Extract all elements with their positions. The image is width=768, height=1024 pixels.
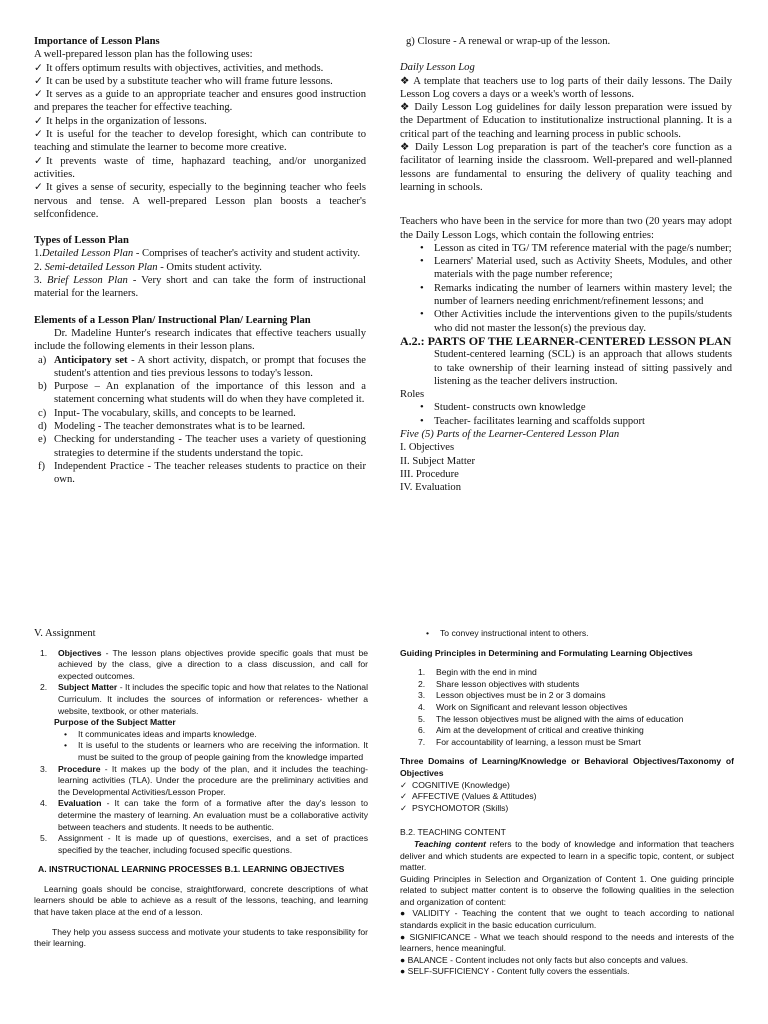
- checkmark-icon: ✓: [34, 115, 43, 127]
- daily-lesson-log-title: Daily Lesson Log: [400, 62, 475, 74]
- assignment-heading: V. Assignment: [34, 628, 96, 639]
- element-item: d) Modeling - The teacher demonstrates what is to be learned.: [38, 421, 306, 433]
- top-right-column: [400, 35, 732, 495]
- domains-title: Three Domains of Learning/Knowledge or Behavioral Objectives/Taxonomy of Objectives: [400, 756, 734, 778]
- types-list: [34, 247, 366, 300]
- importance-item: ✓ It is useful for the teacher to develop foresight, which can contribute to teaching and stimulate the learner to become more creative.: [34, 129, 366, 154]
- importance-item: ✓ It gives a sense of security, especially to the beginning teacher who feels nervous and tense. A well-prepared Lesson plan boosts a teacher's selfconfidence.: [34, 182, 366, 220]
- principle-item: 6. Aim at the development of critical and creative thinking: [418, 725, 644, 736]
- convey-list: [400, 628, 734, 640]
- roles-list: [400, 401, 732, 428]
- importance-title: Importance of Lesson Plans: [34, 36, 160, 47]
- type-item: 2. Semi-detailed Lesson Plan - Omits student activity.: [34, 261, 262, 273]
- component-item: 3. Procedure - It makes up the body of the plan, and it includes the teaching-learning activities (TLA). Under the procedure are the preliminary activities and the Developmental Activities/Lesson Proper.: [40, 763, 368, 797]
- purpose-item: • It is useful to the students or learners who are receiving the information. It must be suited to the group of people gaining from the knowledge imparted: [54, 740, 368, 763]
- section-a-heading: A. INSTRUCTIONAL LEARNING PROCESSES B.1. LEARNING OBJECTIVES: [38, 864, 345, 875]
- principle-item: 7. For accountability of learning, a lesson must be Smart: [418, 736, 641, 747]
- elements-intro: Dr. Madeline Hunter's research indicates that effective teachers usually include the following elements in their lesson plans.: [34, 327, 366, 353]
- importance-item: ✓ It can be used by a substitute teacher who will frame future lessons.: [34, 75, 333, 87]
- elements-list: [34, 354, 366, 487]
- part-item: II. Subject Matter: [400, 455, 476, 467]
- component-item: 1. Objectives - The lesson plans objectives provide specific goals that must be achieved by the class, give a direction to a class discussion, and call for expected outcomes.: [40, 647, 368, 681]
- entry-item: • Remarks indicating the number of learners within mastery level; the number of learners needing enrichment/refinement lessons; and: [410, 282, 732, 309]
- importance-item: ✓ It helps in the organization of lessons.: [34, 115, 207, 127]
- dll-item: ❖ Daily Lesson Log preparation is part of the teacher's core function as a facilitator of learning inside the classroom. Well-prepared and well-planned lessons are fundamental to ensuring the delivery of quality teaching and learning in schools.: [400, 142, 732, 193]
- element-item: e) Checking for understanding - The teacher uses a variety of questioning strategies to determine if the students understand the topic.: [38, 434, 366, 459]
- bottom-left-column: [34, 628, 368, 950]
- diamond-bullet-icon: ❖: [400, 102, 415, 114]
- top-left-column: [34, 35, 366, 487]
- quality-item: ● VALIDITY - Teaching the content that we ought to teach according to national standards explicit in the basic education curriculum.: [400, 908, 734, 931]
- teachers-paragraph: Teachers who have been in the service for more than two (20 years may adopt the Daily Lesson Logs, which contain the following entries:: [400, 216, 732, 241]
- type-item: 1.Detailed Lesson Plan - Comprises of teacher's activity and student activity.: [34, 248, 361, 260]
- part-item: I. Objectives: [400, 442, 455, 454]
- dot-bullet-icon: ●: [400, 954, 408, 965]
- importance-item: ✓ It offers optimum results with objectives, activities, and methods.: [34, 62, 324, 74]
- help-paragraph: They help you assess success and motivate your students to take responsibility for their learning.: [34, 926, 368, 949]
- component-item: 2. Subject Matter - It includes the specific topic and how that relates to the National Curriculum. It includes the sources of information or references- whether a website, textbook, or other materials.: [40, 682, 368, 716]
- element-item: a) Anticipatory set - A short activity, dispatch, or prompt that focuses the student's attention and ties previous lessons to today's lesson.: [38, 354, 367, 379]
- entry-item: • Learners' Material used, such as Activity Sheets, Modules, and other materials with the page number reference;: [410, 255, 732, 282]
- purpose-list: [34, 729, 368, 764]
- dot-bullet-icon: ●: [400, 931, 410, 942]
- element-item: c) Input- The vocabulary, skills, and concepts to be learned.: [38, 407, 296, 419]
- dot-bullet-icon: ●: [400, 908, 413, 919]
- principle-item: 3. Lesson objectives must be in 2 or 3 domains: [418, 690, 606, 701]
- checkmark-icon: ✓: [34, 182, 43, 194]
- guiding-principles-title: Guiding Principles in Determining and Formulating Learning Objectives: [400, 647, 693, 658]
- principle-item: 5. The lesson objectives must be aligned with the aims of education: [418, 713, 684, 724]
- type-item: 3. Brief Lesson Plan - Very short and can take the form of instructional material for the learners.: [34, 275, 366, 300]
- checkmark-icon: ✓: [34, 75, 43, 87]
- five-parts-title: Five (5) Parts of the Learner-Centered Lesson Plan: [400, 429, 620, 441]
- element-item: b) Purpose – An explanation of the importance of this lesson and a statement concerning what students will do when they have completed it.: [38, 381, 366, 406]
- bottom-right-column: [400, 628, 734, 978]
- diamond-bullet-icon: ❖: [400, 142, 416, 154]
- checkmark-icon: ✓: [34, 129, 43, 141]
- elements-title: Elements of a Lesson Plan/ Instructional Plan/ Learning Plan: [34, 314, 311, 326]
- a2-heading: A.2.: PARTS OF THE LEARNER-CENTERED LESSON PLAN: [400, 333, 732, 348]
- role-item: • Student- constructs own knowledge: [410, 401, 732, 414]
- checkmark-icon: ✓: [34, 155, 43, 167]
- goals-paragraph: Learning goals should be concise, straightforward, concrete descriptions of what learners should be able to achieve as a result of the lessons, teaching, and learning that have taken place at the end of a lesson.: [34, 883, 368, 918]
- quality-item: ● SELF-SUFFICIENCY - Content fully covers the essentials.: [400, 966, 630, 977]
- importance-item: ✓ It prevents waste of time, haphazard teaching, and/or unorganized activities.: [34, 155, 366, 180]
- domain-item: ✓ AFFECTIVE (Values & Attitudes): [400, 791, 537, 802]
- components-list: [34, 648, 368, 718]
- checkmark-icon: ✓: [34, 62, 43, 74]
- a2-paragraph: Student-centered learning (SCL) is an approach that allows students to take ownership of their learning instead of sitting passively and listening as the teacher delivers instruction.: [434, 349, 732, 387]
- checkmark-icon: ✓: [34, 89, 43, 101]
- element-item: f) Independent Practice - The teacher releases students to practice on their own.: [38, 460, 366, 486]
- dll-item: ❖ A template that teachers use to log parts of their daily lessons. The Daily Lesson Log covers a days or a week's worth of lessons.: [400, 75, 732, 100]
- convey-item: • To convey instructional intent to others.: [416, 628, 734, 640]
- guiding-content-paragraph: Guiding Principles in Selection and Organization of Content 1. One guiding principle related to subject matter content is to observe the following qualities in the selection and organization of content:: [400, 873, 734, 907]
- importance-list: [34, 62, 366, 222]
- entry-item: • Lesson as cited in TG/ TM reference material with the page/s number;: [410, 242, 732, 255]
- quality-item: ● BALANCE - Content includes not only facts but also concepts and values.: [400, 954, 689, 965]
- components-list-2: [34, 764, 368, 857]
- importance-intro: A well-prepared lesson plan has the following uses:: [34, 49, 253, 61]
- entries-list: [400, 242, 732, 335]
- dot-bullet-icon: ●: [400, 966, 408, 977]
- quality-item: ● SIGNIFICANCE - What we teach should respond to the needs and interests of the learners, hence meaningful.: [400, 931, 734, 954]
- b2-heading: B.2. TEACHING CONTENT: [400, 827, 506, 838]
- principle-item: 1. Begin with the end in mind: [418, 667, 537, 678]
- entry-item: • Other Activities include the interventions given to the pupils/students who did not master the lesson(s) the previous day.: [410, 308, 732, 335]
- part-item: III. Procedure: [400, 468, 459, 480]
- dll-item: ❖ Daily Lesson Log guidelines for daily lesson preparation were issued by the Department of Education to institutionalize instructional planning. It is a critical part of the teaching and learning process in public schools.: [400, 102, 732, 140]
- component-item: 4. Evaluation - It can take the form of a formative after the day's lesson to determine the mastery of learning. An evaluation must be a collaborative activity between teachers and students. It needs to be authentic.: [40, 798, 368, 832]
- checkmark-icon: ✓: [400, 791, 408, 802]
- checkmark-icon: ✓: [400, 779, 408, 790]
- types-title: Types of Lesson Plan: [34, 235, 129, 247]
- purpose-item: • It communicates ideas and imparts knowledge.: [54, 729, 368, 741]
- checkmark-icon: ✓: [400, 802, 408, 813]
- principle-item: 4. Work on Significant and relevant lesson objectives: [418, 701, 628, 712]
- principle-item: 2. Share lesson objectives with students: [418, 678, 580, 689]
- purpose-title: Purpose of the Subject Matter: [54, 717, 176, 728]
- closure-item: g) Closure - A renewal or wrap-up of the lesson.: [406, 36, 611, 47]
- component-item: 5. Assignment - It is made up of questions, exercises, and a set of practices specified by the teacher, including focused specific questions.: [40, 833, 368, 855]
- principles-list: [400, 667, 734, 748]
- roles-label: Roles: [400, 389, 425, 401]
- teaching-content-paragraph: Teaching content refers to the body of knowledge and information that teachers deliver and which students are expected to learn in a specific topic, content, or subject matter.: [400, 838, 734, 873]
- importance-item: ✓ It serves as a guide to an appropriate teacher and ensures good instruction and prepares the teacher for effective teaching.: [34, 89, 366, 114]
- domain-item: ✓ PSYCHOMOTOR (Skills): [400, 802, 509, 813]
- part-item: IV. Evaluation: [400, 482, 462, 494]
- diamond-bullet-icon: ❖: [400, 75, 414, 87]
- domain-item: ✓ COGNITIVE (Knowledge): [400, 779, 510, 790]
- role-item: • Teacher- facilitates learning and scaffolds support: [410, 415, 732, 428]
